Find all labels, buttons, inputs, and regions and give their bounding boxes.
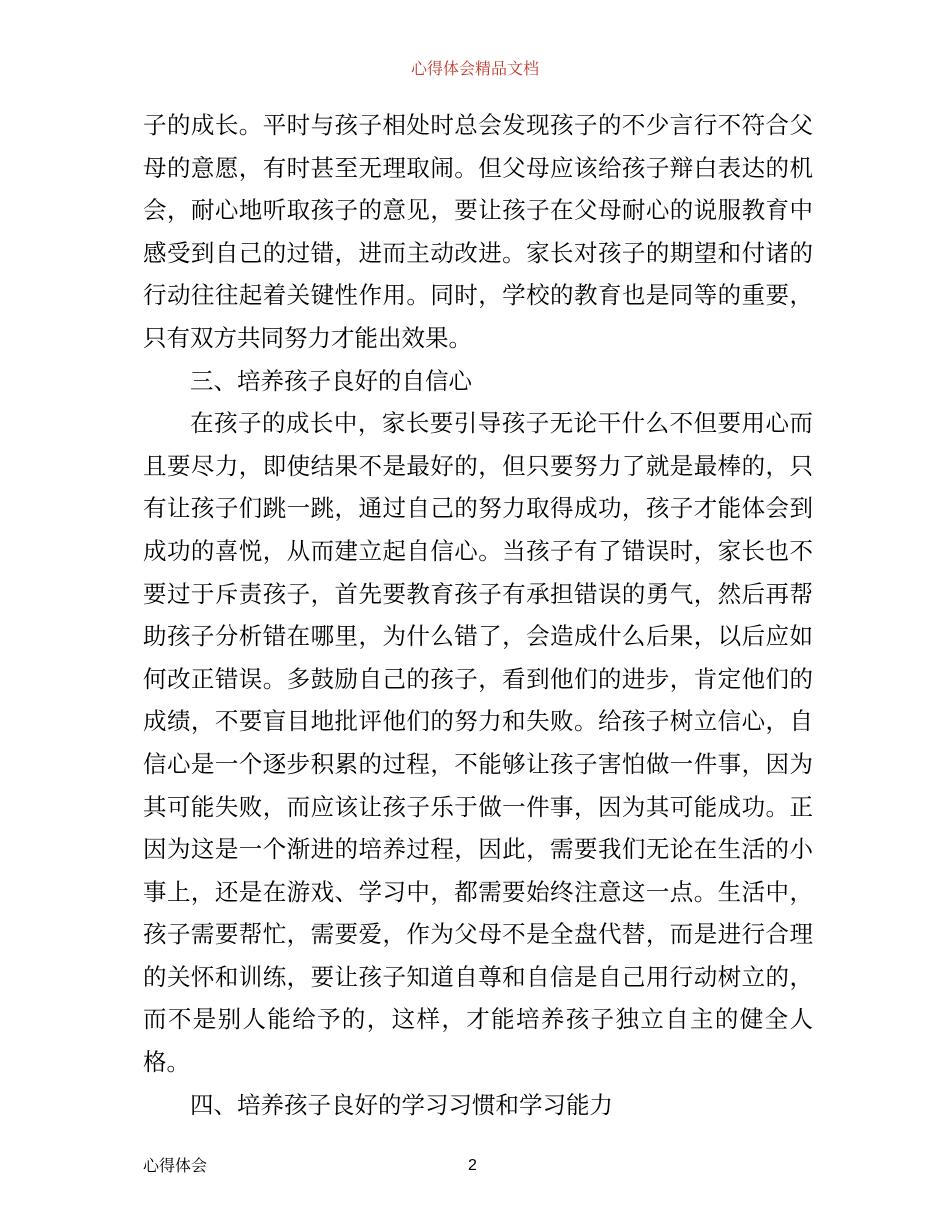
document-body (143, 104, 813, 1126)
page-footer-label: 心得体会 (143, 1156, 208, 1175)
page-number: 2 (468, 1157, 477, 1174)
section-heading-three: 三、培养孩子良好的自信心 (190, 366, 472, 395)
page-header-title: 心得体会精品文档 (410, 59, 539, 78)
paragraph-continuation: 子的成长。平时与孩子相处时总会发现孩子的不少言行不符合父母的意愿，有时甚至无理取闹。但父母应该给孩子辩白表达的机会，耐心地听取孩子的意见，要让孩子在父母耐心的说服教育中感受到自己的过错，进而主动改进。家长对孩子的期望和付诸的行动往往起着关键性作用。同时，学校的教育也是同等的重要，只有双方共同努力才能出效果。 (143, 111, 813, 352)
section-heading-four: 四、培养孩子良好的学习习惯和学习能力 (190, 1090, 613, 1119)
paragraph-confidence: 在孩子的成长中，家长要引导孩子无论干什么不但要用心而且要尽力，即使结果不是最好的，但只要努力了就是最棒的，只有让孩子们跳一跳，通过自己的努力取得成功，孩子才能体会到成功的喜悦，从而建立起自信心。当孩子有了错误时，家长也不要过于斥责孩子，首先要教育孩子有承担错误的勇气，然后再帮助孩子分析错在哪里，为什么错了，会造成什么后果，以后应如何改正错误。多鼓励自己的孩子，看到他们的进步，肯定他们的成绩，不要盲目地批评他们的努力和失败。给孩子树立信心，自信心是一个逐步积累的过程，不能够让孩子害怕做一件事，因为其可能失败，而应该让孩子乐于做一件事，因为其可能成功。正因为这是一个渐进的培养过程，因此，需要我们无论在生活的小事上，还是在游戏、学习中，都需要始终注意这一点。生活中，孩子需要帮忙，需要爱，作为父母不是全盘代替，而是进行合理的关怀和训练，要让孩子知道自尊和自信是自己用行动树立的，而不是别人能给予的，这样，才能培养孩子独立自主的健全人格。 (143, 409, 813, 1077)
